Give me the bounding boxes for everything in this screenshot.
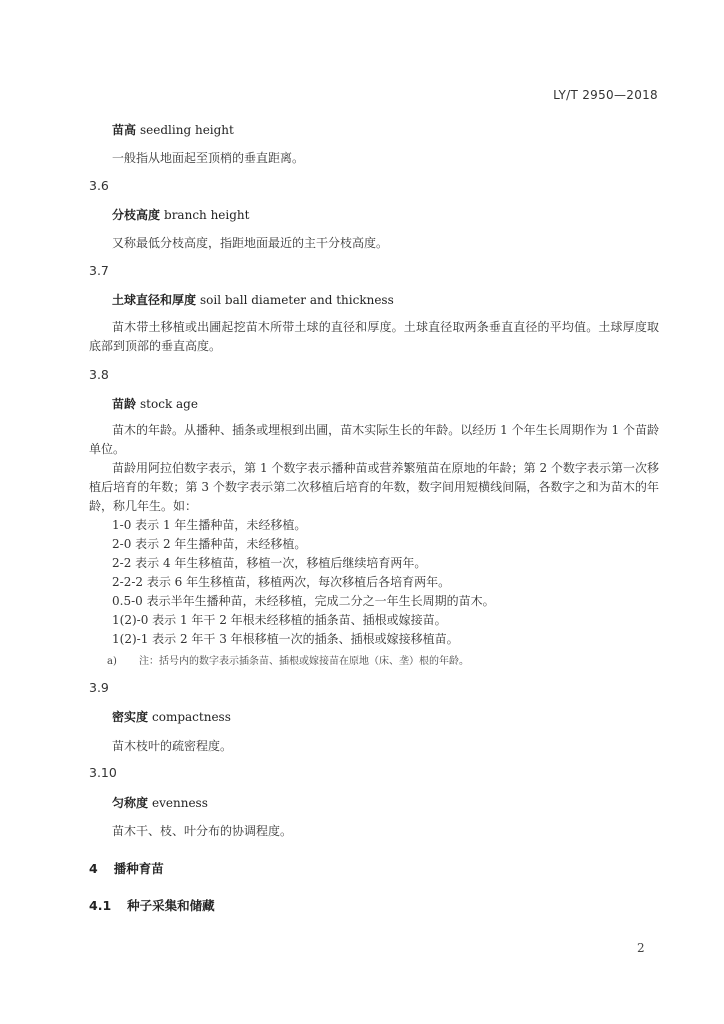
term-zh: 匀称度 [112, 796, 149, 810]
term-zh: 分枝高度 [112, 208, 161, 222]
page-number: 2 [637, 941, 645, 955]
term-zh: 苗高 [112, 123, 137, 137]
term-evenness [112, 794, 208, 811]
list-item: 2-2 表示 4 年生移植苗，移植一次，移植后继续培育两年。 [112, 556, 427, 570]
definition-seedling-height: 一般指从地面起至顶梢的垂直距离。 [112, 151, 305, 165]
clause-number-3-8: 3.8 [89, 367, 109, 382]
clause-number-3-9: 3.9 [89, 680, 109, 695]
footnote-tag: a) [107, 656, 117, 667]
clause-number-3-10: 3.10 [89, 765, 117, 780]
term-zh: 苗龄 [112, 397, 137, 411]
list-item: 1(2)-0 表示 1 年干 2 年根未经移植的插条苗、插根或嫁接苗。 [112, 613, 447, 627]
section-heading-4-1 [89, 896, 215, 914]
term-en: stock age [140, 397, 198, 411]
term-compactness [112, 708, 231, 725]
clause-number-3-7: 3.7 [89, 263, 109, 278]
list-item: 2-2-2 表示 6 年生移植苗，移植两次，每次移植后各培育两年。 [112, 575, 451, 589]
list-item: 0.5-0 表示半年生播种苗，未经移植，完成二分之一年生长周期的苗木。 [112, 594, 495, 608]
definition-soil-ball: 苗木带土移植或出圃起挖苗木所带土球的直径和厚度。土球直径取两条垂直直径的平均值。土球厚度取底部到顶部的垂直高度。 [89, 320, 659, 353]
term-zh: 土球直径和厚度 [112, 293, 197, 307]
term-en: evenness [152, 796, 208, 810]
term-zh: 密实度 [112, 710, 149, 724]
term-branch-height [112, 206, 249, 223]
definition-evenness: 苗木干、枝、叶分布的协调程度。 [112, 824, 293, 838]
term-en: soil ball diameter and thickness [200, 293, 394, 307]
footnote-text: 注：括号内的数字表示插条苗、插根或嫁接苗在原地（床、垄）根的年龄。 [139, 656, 469, 667]
term-soil-ball [112, 291, 394, 308]
term-seedling-height [112, 121, 234, 138]
definition-stock-age-1: 苗木的年龄。从播种、插条或埋根到出圃，苗木实际生长的年龄。以经历 1 个年生长周期作为 1 个苗龄单位。 [89, 423, 659, 456]
clause-number-3-6: 3.6 [89, 178, 109, 193]
stock-age-examples [112, 516, 495, 649]
term-stock-age [112, 395, 198, 412]
definition-stock-age-2: 苗龄用阿拉伯数字表示，第 1 个数字表示播种苗或营养繁殖苗在原地的年龄；第 2 个数字表示第一次移植后培育的年数；第 3 个数字表示第二次移植后培育的年数，数字间用短横线间隔，各数字之和为苗木的年龄，称几年生。如： [89, 461, 659, 513]
term-en: seedling height [140, 123, 234, 137]
chapter-number: 4 [89, 861, 98, 876]
list-item: 2-0 表示 2 年生播种苗，未经移植。 [112, 537, 307, 551]
section-number: 4.1 [89, 898, 112, 913]
definition-branch-height: 又称最低分枝高度，指距地面最近的主干分枝高度。 [112, 236, 389, 250]
chapter-title: 播种育苗 [113, 861, 164, 876]
standard-code-header: LY/T 2950—2018 [553, 88, 658, 102]
term-en: branch height [164, 208, 250, 222]
list-item: 1-0 表示 1 年生播种苗，未经移植。 [112, 518, 307, 532]
chapter-heading-4 [89, 859, 164, 877]
section-title: 种子采集和储藏 [127, 898, 215, 913]
term-en: compactness [152, 710, 231, 724]
list-item: 1(2)-1 表示 2 年干 3 年根移植一次的插条、插根或嫁接移植苗。 [112, 632, 459, 646]
footnote [107, 652, 469, 667]
definition-compactness: 苗木枝叶的疏密程度。 [112, 739, 233, 753]
